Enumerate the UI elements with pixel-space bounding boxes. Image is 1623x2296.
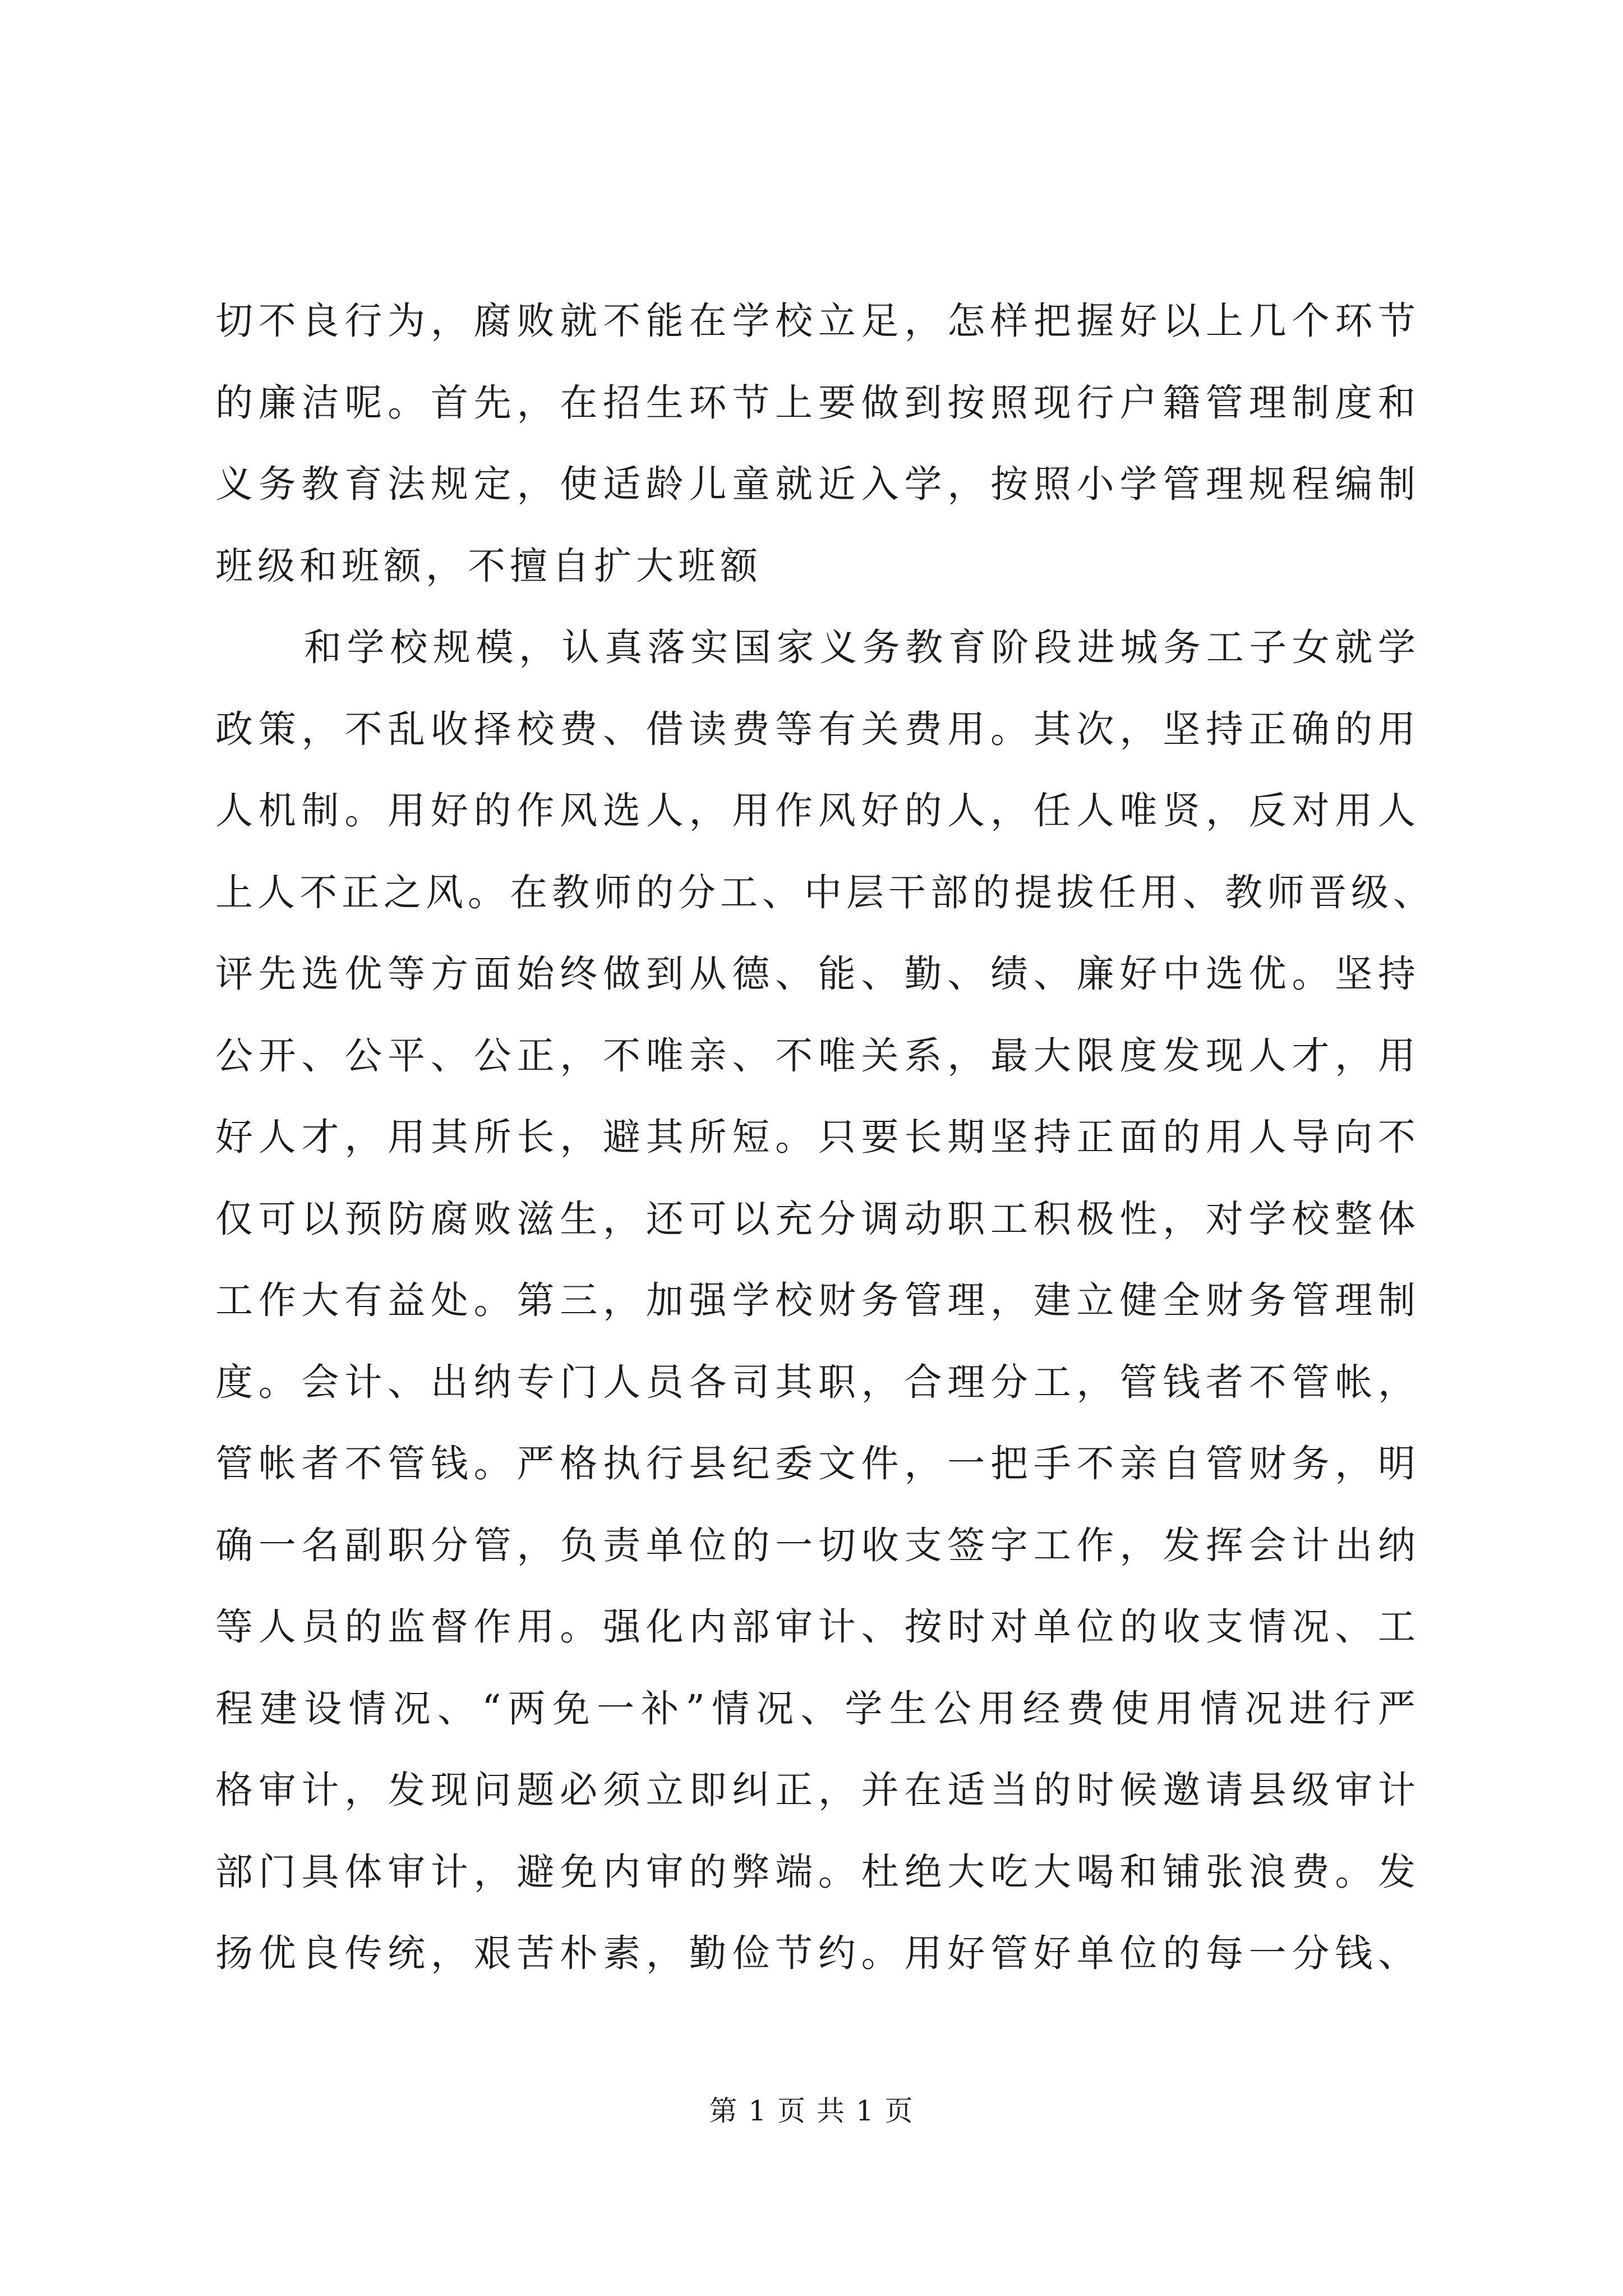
text-line: 程建设情况、“两免一补”情况、学生公用经费使用情况进行严 (215, 1686, 1420, 1731)
text-line: 班级和班额，不擅自扩大班额 (215, 544, 762, 588)
text-line: 仅可以预防腐败滋生，还可以充分调动职工积极性，对学校整体 (215, 1197, 1420, 1241)
text-line: 政策，不乱收择校费、借读费等有关费用。其次，坚持正确的用 (215, 707, 1420, 751)
text-line: 公开、公平、公正，不唯亲、不唯关系，最大限度发现人才，用 (215, 1033, 1420, 1078)
text-line: 好人才，用其所长，避其所短。只要长期坚持正面的用人导向不 (215, 1115, 1420, 1159)
text-line: 工作大有益处。第三，加强学校财务管理，建立健全财务管理制 (215, 1278, 1420, 1322)
text-line: 等人员的监督作用。强化内部审计、按时对单位的收支情况、工 (215, 1605, 1420, 1649)
text-line: 部门具体审计，避免内审的弊端。杜绝大吃大喝和铺张浪费。发 (215, 1849, 1420, 1894)
page-number-footer: 第 1 页 共 1 页 (709, 2095, 914, 2127)
text-line: 格审计，发现问题必须立即纠正，并在适当的时候邀请县级审计 (215, 1768, 1420, 1812)
text-line: 人机制。用好的作风选人，用作风好的人，任人唯贤，反对用人 (215, 789, 1420, 832)
text-line: 评先选优等方面始终做到从德、能、勤、绩、廉好中选优。坚持 (215, 952, 1420, 996)
text-line: 义务教育法规定，使适龄儿童就近入学，按照小学管理规程编制 (215, 462, 1420, 506)
body-text (215, 289, 1435, 2004)
text-line: 的廉洁呢。首先，在招生环节上要做到按照现行户籍管理制度和 (215, 380, 1420, 425)
text-line: 切不良行为，腐败就不能在学校立足，怎样把握好以上几个环节 (215, 299, 1420, 343)
text-line: 上人不正之风。在教师的分工、中层干部的提拔任用、教师晋级、 (215, 870, 1435, 914)
text-line: 度。会计、出纳专门人员各司其职，合理分工，管钱者不管帐， (215, 1360, 1420, 1404)
text-line: 管帐者不管钱。严格执行县纪委文件，一把手不亲自管财务，明 (215, 1442, 1420, 1485)
text-line: 确一名副职分管，负责单位的一切收支签字工作，发挥会计出纳 (215, 1523, 1420, 1567)
text-line: 扬优良传统，艰苦朴素，勤俭节约。用好管好单位的每一分钱、 (215, 1931, 1420, 1975)
text-line-indented: 和学校规模，认真落实国家义务教育阶段进城务工子女就学 (304, 625, 1420, 669)
